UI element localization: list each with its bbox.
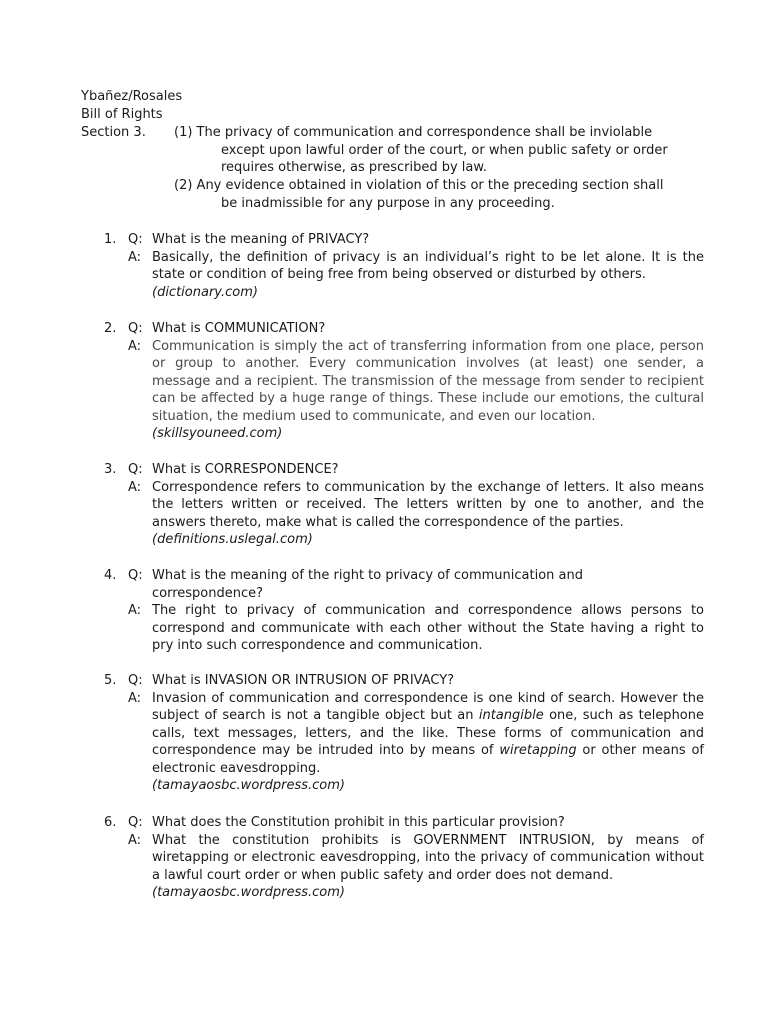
item-number: 2. [104,321,117,336]
answer-row [104,338,704,443]
qa-item-2 [104,320,704,443]
clause-1 [174,124,714,177]
answer-row [104,249,704,302]
question-label: Q: [128,321,143,336]
question-label: Q: [128,462,143,477]
answer-row [104,602,704,655]
item-number: 6. [104,815,117,830]
question-text: What is CORRESPONDENCE? [152,462,339,477]
answer-text-part-2: one, such as telephone calls, text messages, letters, and the like. These forms of communication and correspondence may be intruded into by means of [152,708,704,758]
item-number: 5. [104,673,117,688]
question-row [104,814,704,832]
authors-line: Ybañez/Rosales [81,89,183,104]
question-row [104,672,704,690]
answer-label: A: [128,338,142,354]
emphasis-wiretapping: wiretapping [499,743,577,758]
qa-item-6 [104,814,704,902]
answer-label: A: [128,249,142,265]
item-number: 3. [104,462,117,477]
answer-label: A: [128,690,142,706]
question-row [104,320,704,338]
answer-label: A: [128,832,142,848]
source-citation: (tamayaosbc.wordpress.com) [152,885,345,900]
question-row [104,567,704,602]
question-row [104,231,704,249]
question-label: Q: [128,568,143,583]
subject-title: Bill of Rights [81,107,163,122]
question-label: Q: [128,673,143,688]
answer-label: A: [128,479,142,495]
answer-row [104,832,704,902]
clause-2 [174,177,714,212]
section-label: Section 3. [81,125,146,140]
answer-text-part-3: or other means of electronic eavesdropping. [152,743,705,776]
qa-item-1 [104,231,704,301]
item-number: 1. [104,232,117,247]
answer-label: A: [128,603,142,618]
question-row [104,461,704,479]
emphasis-intangible: intangible [478,708,544,723]
clause-1-continuation: except upon lawful order of the court, or when public safety or order requires otherwise, as prescribed by law. [221,142,668,175]
question-text: What is COMMUNICATION? [152,321,326,336]
qa-item-3 [104,461,704,549]
qa-item-4 [104,567,704,655]
answer-text: The right to privacy of communication and correspondence allows persons to correspond and communicate with each other without the State having a right to pry into such correspondence and communication. [152,603,704,653]
item-number: 4. [104,568,117,583]
question-label: Q: [128,232,143,247]
question-text: What does the Constitution prohibit in this particular provision? [152,815,565,830]
clause-2-first-line: (2) Any evidence obtained in violation of this or the preceding section shall [174,178,664,193]
source-citation: (skillsyouneed.com) [152,426,283,441]
answer-text: Correspondence refers to communication by the exchange of letters. It also means the letters written or received. The letters written by one to another, and the answers thereto, make what is called the correspondence of the parties. [152,479,704,530]
question-label: Q: [128,815,143,830]
answer-row [104,690,704,795]
answer-text: Basically, the definition of privacy is an individual’s right to be let alone. It is the state or condition of being free from being observed or disturbed by others. [152,249,704,282]
clause-2-continuation: be inadmissible for any purpose in any proceeding. [221,195,555,211]
answer-text [152,690,704,778]
qa-item-5 [104,672,704,795]
answer-text: What the constitution prohibits is GOVERNMENT INTRUSION, by means of wiretapping or electronic eavesdropping, into the privacy of communication without a lawful court order or when public safety and order does not demand. [152,832,704,883]
question-text: What is the meaning of the right to privacy of communication and correspondence? [152,568,583,601]
question-text: What is INVASION OR INTRUSION OF PRIVACY? [152,673,455,688]
answer-text: Communication is simply the act of transferring information from one place, person or group to another. Every communication involves (at least) one sender, a message and a recipient. The transmission of the message from sender to recipient can be affected by a huge range of things. These include our emotions, the cultural situation, the medium used to communicate, and even our location. [152,338,704,424]
answer-row [104,479,704,549]
source-citation: (tamayaosbc.wordpress.com) [152,778,345,793]
clause-1-first-line: (1) The privacy of communication and correspondence shall be inviolable [174,125,653,140]
answer-text-part-1: Invasion of communication and correspondence is one kind of search. However the subject of search is not a tangible object but an [152,690,704,723]
question-text: What is the meaning of PRIVACY? [152,232,370,247]
source-citation: (definitions.uslegal.com) [152,532,313,547]
source-citation: (dictionary.com) [152,284,258,300]
